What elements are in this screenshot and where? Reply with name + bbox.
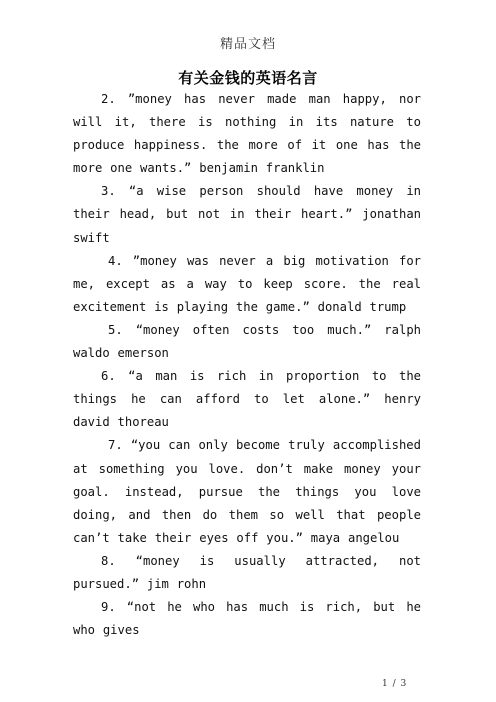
quote-paragraph: 8. “money is usually attracted, not pursued.” jim rohn	[73, 553, 421, 591]
quote-list	[73, 88, 421, 642]
quote-paragraph: 3. “a wise person should have money in their head, but not in their heart.” jonathan swift	[73, 184, 421, 245]
quote-paragraph: 9. “not he who has much is rich, but he who gives	[73, 600, 421, 638]
quote-paragraph: 7. “you can only become truly accomplished at something you love. don’t make money your goal. instead, pursue the things you love doing, and then do them so well that people can’t take their eyes off you.” maya angelou	[73, 438, 421, 545]
quote-paragraph: 4. ”money was never a big motivation for me, except as a way to keep score. the real excitement is playing the game.” donald trump	[73, 253, 421, 314]
quote-paragraph: 5. “money often costs too much.” ralph waldo emerson	[73, 322, 421, 361]
header-watermark-text: 精品文档	[219, 37, 276, 52]
quote-paragraph: 2. ”money has never made man happy, nor will it, there is nothing in its nature to produce happiness. the more of it one has the more one wants.” benjamin franklin	[73, 92, 421, 176]
document-title: 有关金钱的英语名言	[178, 69, 318, 87]
quote-paragraph: 6. “a man is rich in proportion to the things he can afford to let alone.” henry david thoreau	[73, 369, 421, 430]
page-number: 1 / 3	[382, 679, 408, 689]
